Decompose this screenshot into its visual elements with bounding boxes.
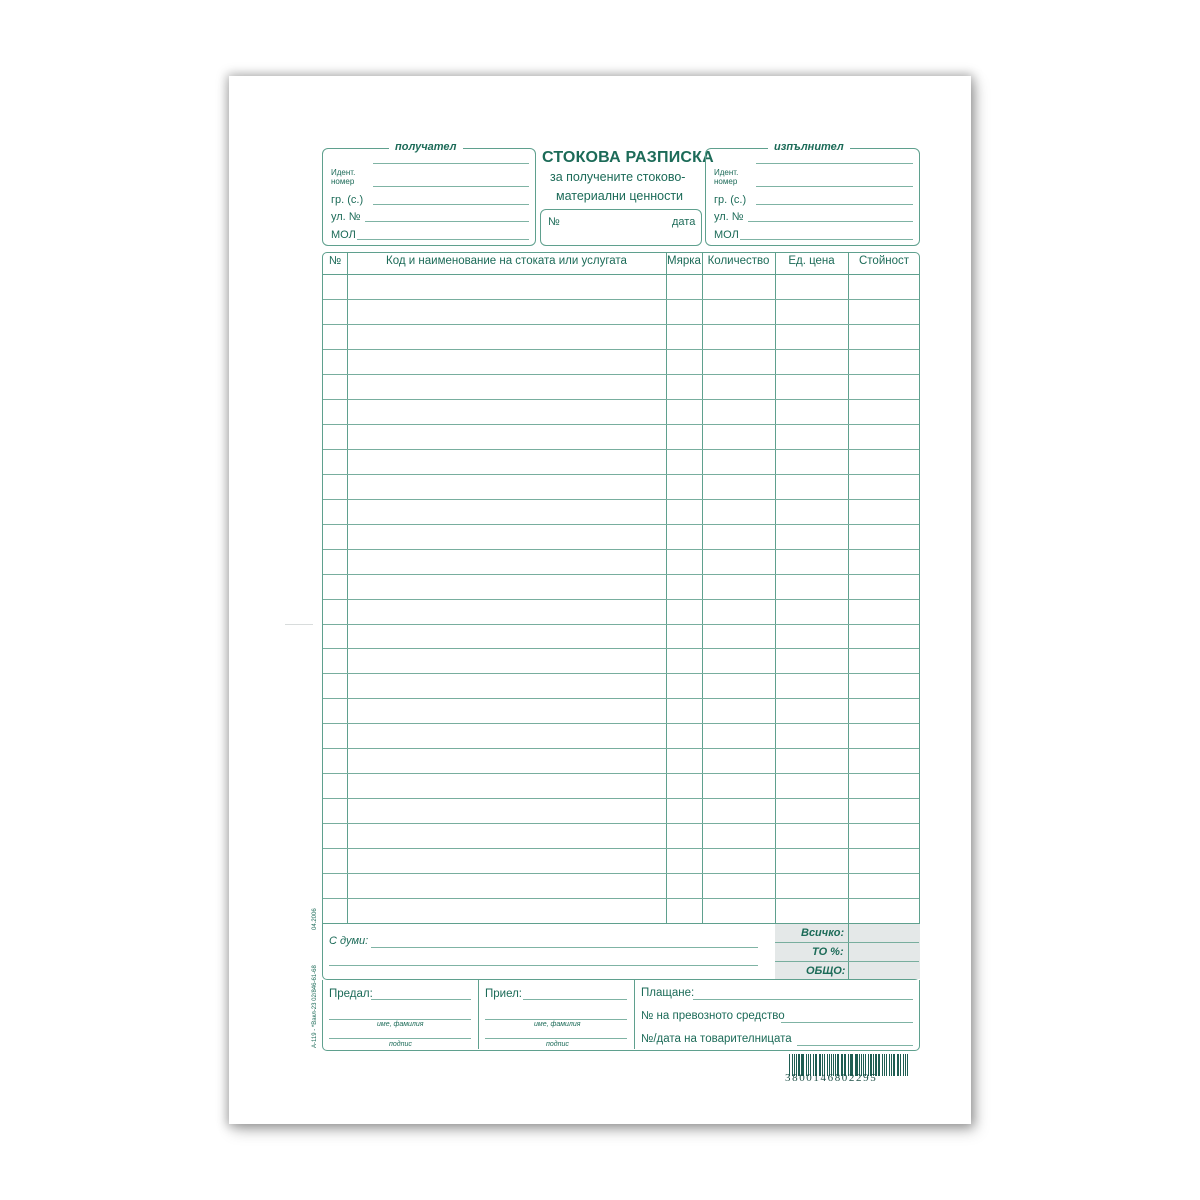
table-row xyxy=(323,349,919,350)
executor-street-label: ул. № xyxy=(714,211,744,223)
number-label: № xyxy=(548,216,560,228)
recipient-city-label: гр. (с.) xyxy=(331,194,364,206)
barcode-bar xyxy=(878,1054,879,1076)
table-row xyxy=(323,798,919,799)
barcode-bar xyxy=(879,1054,880,1076)
table-row xyxy=(323,474,919,475)
executor-ident-label: Идент. номер xyxy=(714,168,739,186)
header-unit-price: Ед. цена xyxy=(788,255,835,267)
table-row xyxy=(323,374,919,375)
executor-mol-label: МОЛ xyxy=(714,229,739,241)
received-signature-caption: подпис xyxy=(546,1041,569,1048)
table-row xyxy=(323,324,919,325)
items-table xyxy=(322,252,920,980)
document-subtitle-line1: за получените стоково- xyxy=(550,170,686,184)
executor-city-label: гр. (с.) xyxy=(714,194,747,206)
form-sheet xyxy=(229,76,971,1124)
table-row xyxy=(323,624,919,625)
barcode-bar xyxy=(900,1054,901,1076)
total-label: Всичко: xyxy=(801,927,845,939)
header-value: Стойност xyxy=(858,255,910,267)
date-label: дата xyxy=(672,216,696,228)
recipient-mol-label: МОЛ xyxy=(331,229,356,241)
recipient-legend: получател xyxy=(389,141,463,153)
table-row xyxy=(323,673,919,674)
header-rule xyxy=(323,274,919,275)
table-row xyxy=(323,549,919,550)
recipient-ident-label: Идент. номер xyxy=(331,168,356,186)
received-label: Приел: xyxy=(485,988,523,1000)
table-row xyxy=(323,848,919,849)
footer-box xyxy=(322,980,920,1051)
barcode-bar xyxy=(884,1054,885,1076)
grand-total-label: ОБЩО: xyxy=(806,965,846,977)
form-code-text: А-119 - *Вакл-23 02/846-61-68 xyxy=(312,965,318,1048)
table-row xyxy=(323,823,919,824)
received-name-caption: име, фамилия xyxy=(534,1021,581,1028)
handed-over-signature-caption: подпис xyxy=(389,1041,412,1048)
barcode-bar xyxy=(886,1054,887,1076)
table-row xyxy=(323,599,919,600)
vat-label: ТО %: xyxy=(812,946,844,958)
form-date-text: 04.2006 xyxy=(312,908,318,930)
number-date-box xyxy=(540,209,702,246)
table-row xyxy=(323,574,919,575)
executor-box xyxy=(705,141,920,246)
document-title: СТОКОВА РАЗПИСКА xyxy=(542,149,714,166)
barcode-bar xyxy=(903,1054,904,1076)
header-code-name: Код и наименование на стоката или услугата xyxy=(386,255,627,267)
header-unit: Мярка xyxy=(667,255,701,267)
table-row xyxy=(323,873,919,874)
table-row xyxy=(323,698,919,699)
table-row xyxy=(323,723,919,724)
table-row xyxy=(323,299,919,300)
handed-over-label: Предал: xyxy=(329,988,373,1000)
barcode-bar xyxy=(907,1054,908,1076)
table-row xyxy=(323,499,919,500)
payment-label: Плащане: xyxy=(641,987,695,999)
header-number: № xyxy=(328,255,342,267)
barcode-bar xyxy=(897,1054,898,1076)
barcode-bar xyxy=(893,1054,895,1076)
table-row xyxy=(323,898,919,899)
barcode-bar xyxy=(898,1054,899,1076)
barcode-bar xyxy=(905,1054,906,1076)
executor-legend: изпълнител xyxy=(768,141,850,153)
header-quantity: Количество xyxy=(707,255,770,267)
recipient-street-label: ул. № xyxy=(331,211,361,223)
paper-mark xyxy=(285,624,313,625)
in-words-label: С думи: xyxy=(329,935,369,947)
vehicle-number-label: № на превозното средство xyxy=(641,1010,785,1022)
handed-over-name-caption: име, фамилия xyxy=(377,1021,424,1028)
waybill-label: №/дата на товарителницата xyxy=(641,1033,792,1045)
table-row xyxy=(323,399,919,400)
table-row xyxy=(323,648,919,649)
table-row xyxy=(323,449,919,450)
barcode-bar xyxy=(891,1054,892,1076)
table-row xyxy=(323,424,919,425)
table-row xyxy=(323,748,919,749)
table-row xyxy=(323,773,919,774)
table-row xyxy=(323,524,919,525)
document-subtitle-line2: материални ценности xyxy=(556,189,684,203)
barcode-bar xyxy=(882,1054,883,1076)
barcode-number: 3800146802295 xyxy=(785,1072,878,1084)
recipient-box xyxy=(322,141,536,246)
barcode-bar xyxy=(889,1054,890,1076)
